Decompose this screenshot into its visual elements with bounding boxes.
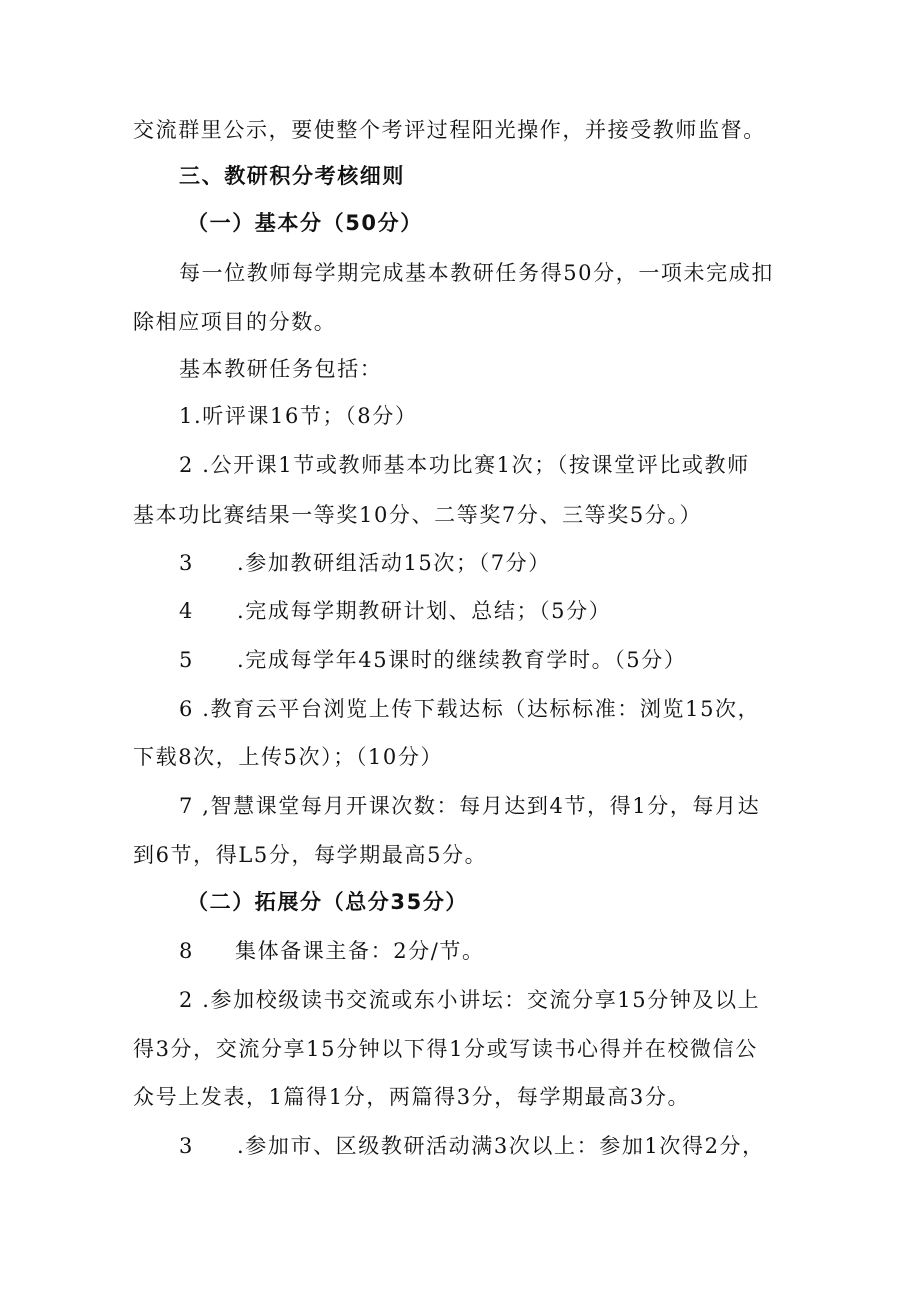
list-item-number: 5 — [179, 648, 194, 672]
list-item: 7 ,智慧课堂每月开课次数：每月达到4节，得1分，每月达 — [179, 794, 761, 818]
list-item: 6 .教育云平台浏览上传下载达标（达标标准：浏览15次， — [179, 697, 761, 721]
list-item-text: .完成每学年45课时的继续教育学时。（5分） — [237, 648, 687, 672]
list-item: 1.听评课16节；（8分） — [179, 404, 418, 428]
text-line: 下载8次，上传5次）；（10分） — [133, 745, 444, 769]
list-item-number: 4 — [179, 599, 194, 623]
text-line: 基本功比赛结果一等奖10分、二等奖7分、三等奖5分。） — [133, 503, 703, 527]
subsection-heading: （二）拓展分（总分35分） — [187, 890, 469, 914]
text-line: 众号上发表，1篇得1分，两篇得3分，每学期最高3分。 — [133, 1085, 691, 1109]
list-item: 2 .公开课1节或教师基本功比赛1次；（按课堂评比或教师 — [179, 453, 750, 477]
subsection-heading: （一）基本分（50分） — [187, 211, 423, 235]
text-line: 除相应项目的分数。 — [133, 310, 337, 334]
text-line: 交流群里公示，要使整个考评过程阳光操作，并接受教师监督。 — [133, 118, 766, 142]
list-item — [179, 550, 551, 576]
list-item-number: 3 — [179, 1134, 194, 1158]
text-line: 基本教研任务包括： — [179, 357, 383, 381]
list-item — [179, 598, 611, 624]
section-heading: 三、教研积分考核细则 — [179, 164, 405, 188]
list-item-text: .完成每学期教研计划、总结；（5分） — [237, 599, 612, 623]
list-item: 2 .参加校级读书交流或东小讲坛：交流分享15分钟及以上 — [179, 988, 761, 1012]
text-line: 每一位教师每学期完成基本教研任务得50分，一项未完成扣 — [179, 261, 774, 285]
list-item-number: 3 — [179, 551, 194, 575]
list-item-number: 8 — [179, 939, 194, 963]
text-line: 到6节，得L5分，每学期最高5分。 — [133, 843, 488, 867]
list-item-text: .参加市、区级教研活动满3次以上：参加1次得2分， — [237, 1134, 765, 1158]
list-item — [179, 1133, 765, 1159]
list-item-text: 集体备课主备：2分/节。 — [235, 939, 485, 963]
text-line: 得3分，交流分享15分钟以下得1分或写读书心得并在校微信公 — [133, 1037, 758, 1061]
list-item-text: .参加教研组活动15次；（7分） — [237, 551, 551, 575]
list-item — [179, 938, 485, 964]
list-item — [179, 647, 686, 673]
